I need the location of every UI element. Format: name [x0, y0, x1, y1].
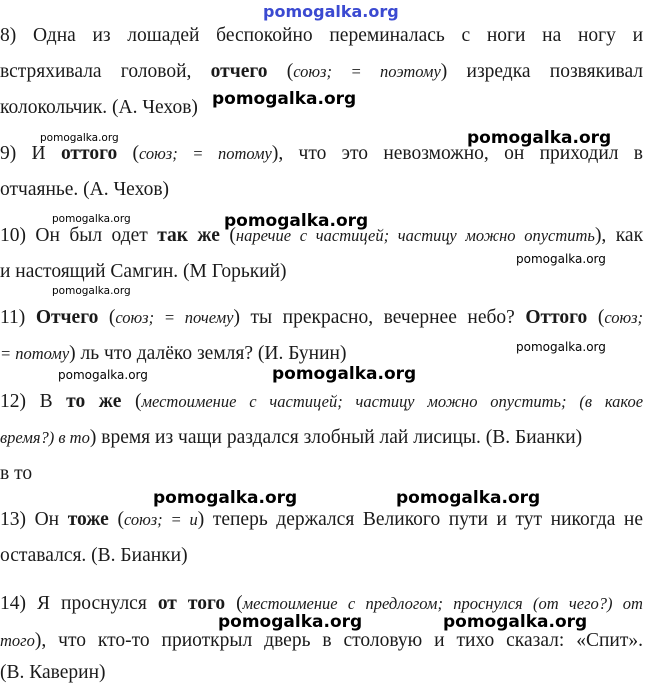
- watermark: pomogalka.org: [153, 488, 298, 508]
- s12-note-2: время?) в то: [0, 428, 90, 447]
- s14-line2: [0, 630, 643, 652]
- s14-note-1: местоимение с предлогом; проснулся (от чего?) от: [242, 594, 643, 613]
- s9-number: 9): [0, 143, 17, 164]
- s12-line2: время?) в то) время из чащи раздался злобный лай лисицы. (В. Бианки): [0, 427, 583, 448]
- watermark: pomogalka.org: [224, 211, 369, 231]
- s11-note2a-wrap: (союз;: [597, 307, 644, 328]
- watermark: pomogalka.org: [467, 128, 612, 148]
- s10-number: 10): [0, 225, 26, 246]
- watermark-top: pomogalka.org: [263, 2, 399, 21]
- watermark-small: pomogalka.org: [40, 132, 119, 144]
- watermark: pomogalka.org: [218, 612, 363, 632]
- s14-note-2: того: [0, 631, 35, 650]
- s8-line2: [0, 61, 643, 83]
- s10-text-2: и настоящий Самгин. (М Горький): [0, 261, 287, 282]
- watermark: pomogalka.org: [443, 612, 588, 632]
- s14-note1-wrap: (местоимение с предлогом; проснулся (от чего?) от: [236, 593, 643, 614]
- s13-text-2: оставался. (В. Бианки): [0, 545, 188, 566]
- watermark: pomogalka.org: [272, 364, 417, 384]
- s11-note-2b: = потому: [0, 344, 70, 363]
- s13-line1: [0, 509, 643, 531]
- s8-number: 8): [0, 25, 17, 46]
- s12-text-b: время из чащи раздался злобный лай лисицы. (В. Бианки): [101, 427, 583, 448]
- s12-text-a: В: [39, 391, 53, 412]
- s14-text-3: (В. Каверин): [0, 662, 106, 683]
- s10-keyword: так же: [157, 225, 220, 246]
- s9-keyword: оттого: [60, 143, 118, 164]
- watermark: pomogalka.org: [396, 488, 541, 508]
- watermark-small: pomogalka.org: [52, 213, 131, 225]
- watermark-small: pomogalka.org: [52, 285, 131, 297]
- s13-text-a: Он: [34, 509, 60, 530]
- s8-note: союз; = поэтому: [293, 62, 441, 81]
- s12-note-1: местоимение с частицей; частицу можно опустить; (в какое: [141, 392, 644, 411]
- s9-text-2: отчаянье. (А. Чехов): [0, 179, 170, 200]
- s11-note1-wrap: (союз; = почему): [108, 307, 240, 328]
- s8-text-2a: встряхивала головой,: [0, 61, 192, 82]
- s14-text-a: Я проснулся: [37, 593, 147, 614]
- s13-note-wrap: (союз; = и): [117, 509, 205, 530]
- s12-number: 12): [0, 391, 26, 412]
- s9-line1: [0, 143, 643, 165]
- s12-line1: [0, 391, 643, 413]
- s11-number: 11): [0, 307, 26, 328]
- s8-note-wrap: (союз; = поэтому): [286, 61, 448, 82]
- watermark-small: pomogalka.org: [58, 368, 148, 382]
- s8-text-2b: изредка позвякивал: [466, 61, 644, 82]
- s9-note: союз; = потому: [139, 144, 272, 163]
- s13-text-b: теперь держался Великого пути и тут никогда не: [212, 509, 644, 530]
- s12-keyword: то же: [66, 391, 122, 412]
- s12-text-3: в то: [0, 463, 33, 484]
- s11-text-a: ты прекрасно, вечернее небо?: [250, 307, 515, 328]
- s14-note2-wrap: того),: [0, 630, 47, 651]
- s13-note: союз; = и: [123, 510, 198, 529]
- s8-text-3: колокольчик. (А. Чехов): [0, 97, 198, 118]
- s14-keyword: от того: [157, 593, 226, 614]
- s8-line1: [0, 25, 643, 47]
- s8-text-1: Одна из лошадей беспокойно переминалась с ноги на ногу и: [32, 25, 644, 46]
- s11-keyword-1: Отчего: [35, 307, 99, 328]
- s11-line1: [0, 307, 643, 329]
- s9-text-a: И: [31, 143, 46, 164]
- s13-number: 13): [0, 509, 26, 530]
- watermark-small: pomogalka.org: [516, 340, 606, 354]
- s11-text-b: ль что далёко земля? (И. Бунин): [80, 343, 347, 364]
- s10-note: наречие с частицей; частицу можно опустить: [235, 226, 595, 245]
- s12-note1-wrap: (местоимение с частицей; частицу можно опустить; (в какое: [134, 391, 644, 412]
- s11-keyword-2: Оттого: [525, 307, 588, 328]
- watermark-small: pomogalka.org: [516, 252, 606, 266]
- s11-note-2a: союз;: [604, 308, 644, 327]
- s9-note-wrap: (союз; = потому),: [132, 143, 284, 164]
- s10-note-wrap: (наречие с частицей; частицу можно опустить),: [229, 225, 607, 246]
- s10-text-a: Он был одет: [35, 225, 148, 246]
- s10-text-b: как: [615, 225, 644, 246]
- s10-line1: [0, 225, 643, 247]
- s14-text-b: что кто-то приоткрыл дверь в столовую и тихо сказал: «Спит».: [58, 630, 643, 651]
- s8-keyword: отчего: [210, 61, 268, 82]
- s9-text-b: что это невозможно, он приходил в: [298, 143, 643, 164]
- s11-line2: = потому) ль что далёко земля? (И. Бунин): [0, 343, 347, 364]
- s14-number: 14): [0, 593, 26, 614]
- watermark: pomogalka.org: [212, 89, 357, 109]
- s13-keyword: тоже: [67, 509, 109, 530]
- s11-note-1: союз; = почему: [115, 308, 234, 327]
